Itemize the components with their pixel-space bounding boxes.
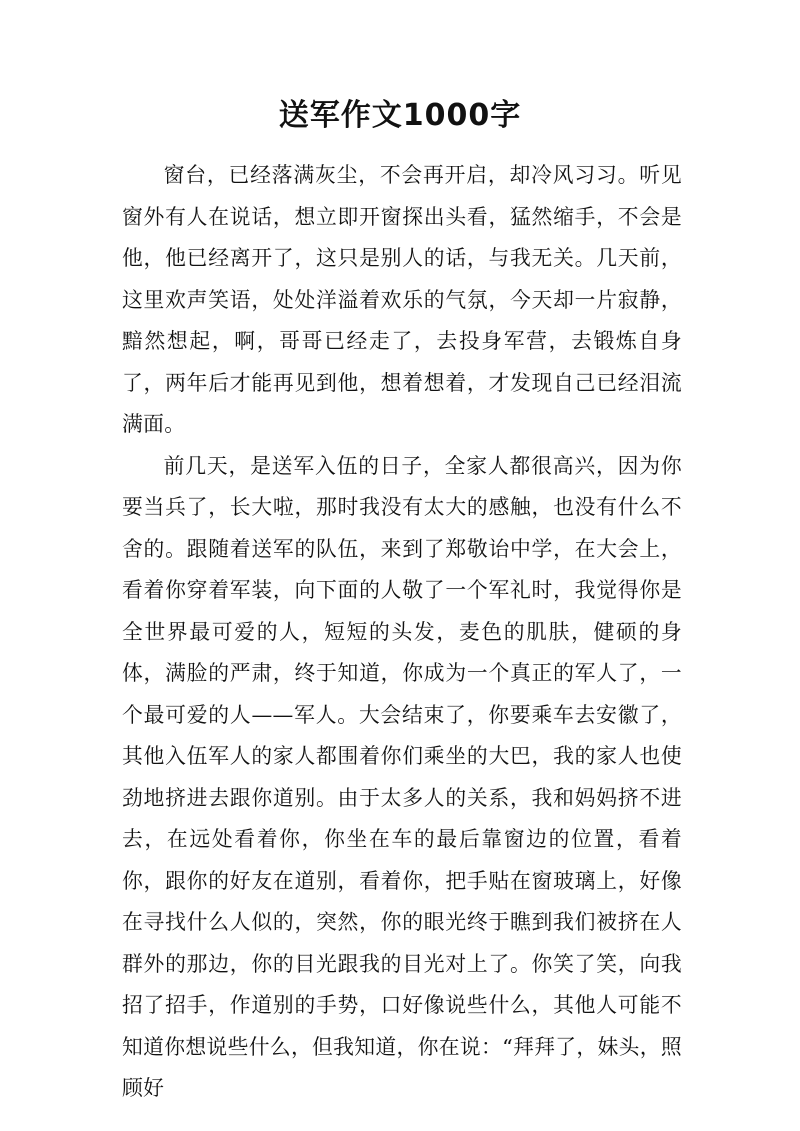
paragraph-1: 窗台，已经落满灰尘，不会再开启，却冷风习习。听见窗外有人在说话，想立即开窗探出头看，猛然缩手，不会是他，他已经离开了，这只是别人的话，与我无关。几天前，这里欢声笑语，处处洋溢着欢乐的气氛，今天却一片寂静，黯然想起，啊，哥哥已经走了，去投身军营，去锻炼自身了，两年后才能再见到他，想着想着，才发现自己已经泪流满面。 [122,163,682,436]
document-title: 送军作文1000字 [278,98,522,133]
paragraph-2: 前几天，是送军入伍的日子，全家人都很高兴，因为你要当兵了，长大啦，那时我没有太大的感触，也没有什么不舍的。跟随着送军的队伍，来到了郑敬诒中学，在大会上，看着你穿着军装，向下面的人敬了一个军礼时，我觉得你是全世界最可爱的人，短短的头发，麦色的肌肤，健硕的身体，满脸的严肃，终于知道，你成为一个真正的军人了，一个最可爱的人——军人。大会结束了，你要乘车去安徽了，其他入伍军人的家人都围着你们乘坐的大巴，我的家人也使劲地挤进去跟你道别。由于太多人的关系，我和妈妈挤不进去，在远处看着你，你坐在车的最后靠窗边的位置，看着你，跟你的好友在道别，看着你，把手贴在窗玻璃上，好像在寻找什么人似的，突然，你的眼光终于瞧到我们被挤在人群外的那边，你的目光跟我的目光对上了。你笑了笑，向我招了招手，作道别的手势，口好像说些什么，其他人可能不知道你想说些什么，但我知道，你在说：“拜拜了，妹头，照顾好 [122,453,682,1100]
document-body [122,155,682,1110]
